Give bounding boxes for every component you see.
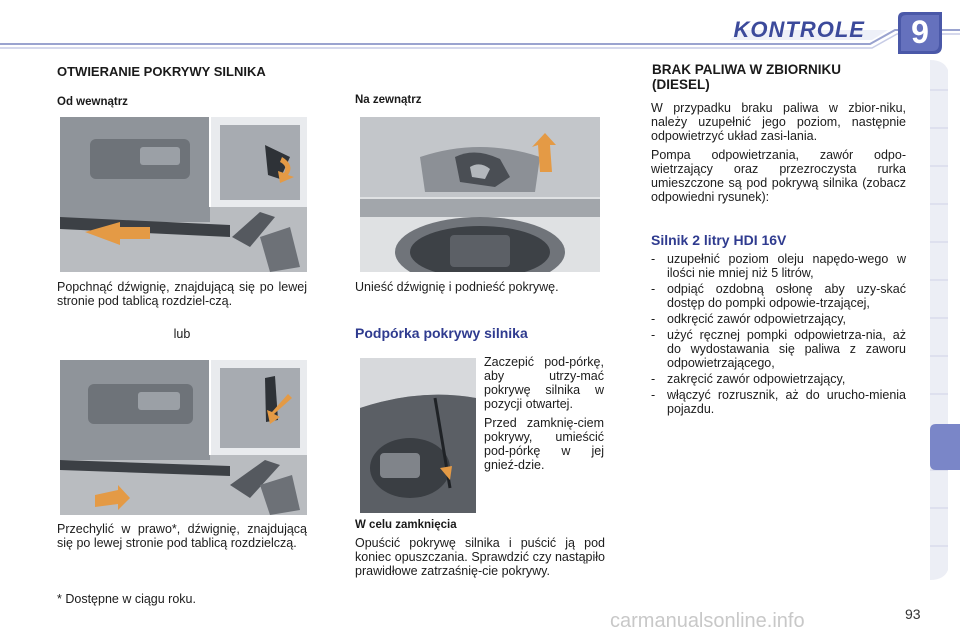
footnote: * Dostępne w ciągu roku. — [57, 592, 196, 606]
section-title: OTWIERANIE POKRYWY SILNIKA — [57, 64, 266, 79]
step-item: - uzupełnić poziom oleju napędo-wego w ilości nie mniej niż 5 litrów, — [651, 252, 906, 280]
support-text — [484, 355, 604, 477]
bleeding-steps — [651, 252, 906, 418]
right-text-2: Pompa odpowietrzania, zawór odpo-wietrzający oraz przezroczysta rurka umieszczone są pod pokrywą silnika (zobacz odpowiedni rysunek): — [651, 148, 906, 204]
inside-text-2: Przechylić w prawo*, dźwignię, znajdującą się po lewej stronie pod tablicą rozdzielczą. — [57, 522, 307, 550]
step-item: - odkręcić zawór odpowietrzający, — [651, 312, 906, 326]
outside-heading: Na zewnątrz — [355, 94, 422, 106]
outside-text: Unieść dźwignię i podnieść pokrywę. — [355, 280, 559, 294]
support-text-1: Zaczepić pod-pórkę, aby utrzy-mać pokrywę silnika w pozycji otwartej. — [484, 355, 604, 411]
step-item: - użyć ręcznej pompki odpowietrza-nia, aż do wydostawania się paliwa z zaworu odpowietrzającego, — [651, 328, 906, 370]
inside-heading: Od wewnątrz — [57, 96, 128, 108]
right-heading-line2: (DIESEL) — [652, 77, 710, 92]
page-number: 93 — [905, 606, 921, 622]
support-text-2: Przed zamknię-ciem pokrywy, umieścić pod-pórkę w jej gnieź-dzie. — [484, 416, 604, 472]
chapter-number: 9 — [911, 14, 929, 50]
watermark: carmanualsonline.info — [610, 610, 805, 632]
or-label: lub — [173, 327, 191, 341]
chapter-title: KONTROLE — [733, 17, 865, 42]
step-item: - zakręcić zawór odpowietrzający, — [651, 372, 906, 386]
photo-hood-latch — [360, 117, 600, 272]
close-heading: W celu zamknięcia — [355, 519, 457, 531]
right-heading-line1: BRAK PALIWA W ZBIORNIKU — [652, 62, 841, 77]
photo-lever-push — [60, 117, 307, 272]
support-heading: Podpórka pokrywy silnika — [355, 325, 528, 341]
close-text: Opuścić pokrywę silnika i puścić ją pod koniec opuszczania. Sprawdzić czy nastąpiło prawidłowe zatrzaśnię-cie pokrywy. — [355, 536, 605, 578]
step-item: - odpiąć ozdobną osłonę aby uzy-skać dostęp do pompki odpowie-trzającej, — [651, 282, 906, 310]
right-intro — [651, 101, 906, 209]
right-heading — [652, 62, 912, 92]
right-text-1: W przypadku braku paliwa w zbior-niku, należy uzupełnić jego poziom, następnie odpowietrzyć układ zasi-lania. — [651, 101, 906, 143]
inside-text-1: Popchnąć dźwignię, znajdującą się po lewej stronie pod tablicą rozdziel-czą. — [57, 280, 307, 308]
chapter-tabs-rail — [930, 60, 960, 580]
engine-heading: Silnik 2 litry HDI 16V — [651, 232, 787, 248]
step-item: - włączyć rozrusznik, aż do urucho-mienia pojazdu. — [651, 388, 906, 416]
photo-lever-tilt — [60, 360, 307, 515]
photo-hood-support — [360, 358, 476, 513]
